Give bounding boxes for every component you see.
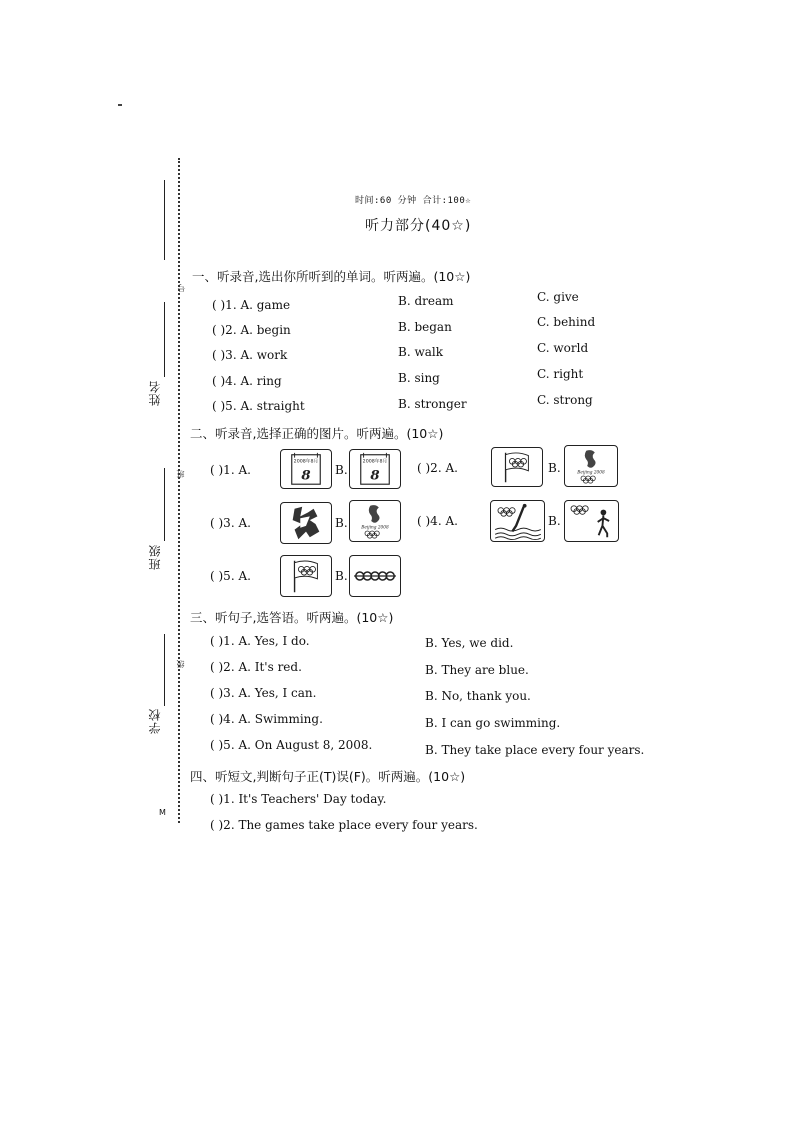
s1-q3: ( )3. A. work (212, 348, 288, 362)
s3-q5-b: B. They take place every four years. (425, 743, 645, 757)
section3-heading: 三、听句子,选答语。听两遍。(10☆) (190, 610, 394, 625)
calendar-date-text: 8 (301, 468, 311, 484)
olympic-flag-picture (491, 447, 543, 487)
calendar-date-text: 8 (370, 468, 380, 484)
s2-q3-b-label: B. (335, 516, 348, 530)
s3-q1-b: B. Yes, we did. (425, 636, 514, 650)
s1-q5-c: C. strong (537, 393, 593, 407)
class-blank-line (164, 468, 165, 541)
s2-q3: ( )3. A. (210, 516, 251, 530)
s3-q4-b: B. I can go swimming. (425, 716, 561, 730)
s2-q1-b-label: B. (335, 463, 348, 477)
s1-q5-b: B. stronger (398, 397, 467, 411)
s3-q1-a: ( )1. A. Yes, I do. (210, 634, 310, 648)
s1-q2: ( )2. A. begin (212, 323, 291, 337)
s2-q4: ( )4. A. (417, 514, 458, 528)
beijing-2008-emblem-picture (349, 500, 401, 542)
school-label: 学校 (148, 708, 162, 734)
side-mark: 班 (176, 470, 185, 478)
blank-line (164, 180, 165, 260)
london-2012-emblem-picture (280, 502, 332, 544)
s1-q4-c: C. right (537, 367, 584, 381)
s3-q2-b: B. They are blue. (425, 663, 529, 677)
s1-q1-b: B. dream (398, 294, 454, 308)
section1-heading: 一、听录音,选出你所听到的单词。听两遍。(10☆) (192, 269, 471, 284)
diving-swimmer-picture (490, 500, 545, 542)
s3-q4-a: ( )4. A. Swimming. (210, 712, 323, 726)
calendar-header-text: 2008年8月 (362, 459, 388, 465)
runner-picture (564, 500, 619, 542)
s1-q3-c: C. world (537, 341, 589, 355)
section4-heading: 四、听短文,判断句子正(T)误(F)。听两遍。(10☆) (190, 769, 466, 784)
s2-q1: ( )1. A. (210, 463, 251, 477)
beijing-text: Beijing 2008 (577, 470, 605, 476)
school-blank-line (164, 634, 165, 706)
five-rings-picture (349, 555, 401, 597)
s3-q5-a: ( )5. A. On August 8, 2008. (210, 738, 373, 752)
calendar-picture (349, 449, 401, 489)
name-blank-line (164, 302, 165, 377)
s2-q5-b-label: B. (335, 569, 348, 583)
calendar-picture (280, 449, 332, 489)
olympic-flag-picture (280, 555, 332, 597)
side-mark: 号 (177, 284, 186, 292)
s1-q1: ( )1. A. game (212, 298, 291, 312)
page-title: 听力部分(40☆) (365, 218, 472, 234)
s4-q2: ( )2. The games take place every four years. (210, 818, 478, 832)
s3-q2-a: ( )2. A. It's red. (210, 660, 302, 674)
s2-q2-b-label: B. (548, 461, 561, 475)
s1-q4: ( )4. A. ring (212, 374, 282, 388)
s2-q2: ( )2. A. (417, 461, 458, 475)
s1-q1-c: C. give (537, 290, 579, 304)
s2-q5: ( )5. A. (210, 569, 251, 583)
scan-speck (118, 104, 122, 106)
s3-q3-b: B. No, thank you. (425, 689, 531, 703)
binding-dotted-line (178, 158, 180, 823)
name-label: 姓名 (148, 380, 162, 406)
beijing-2008-emblem-picture (564, 445, 618, 487)
s1-q2-b: B. began (398, 320, 452, 334)
s1-q4-b: B. sing (398, 371, 440, 385)
s1-q2-c: C. behind (537, 315, 596, 329)
side-mark: 级 (176, 660, 185, 668)
time-and-score: 时间:60 分钟 合计:100☆ (355, 196, 472, 206)
beijing-text: Beijing 2008 (361, 525, 389, 531)
class-label: 班级 (148, 544, 162, 570)
s1-q3-b: B. walk (398, 345, 443, 359)
calendar-header-text: 2008年8月 (293, 459, 319, 465)
s4-q1: ( )1. It's Teachers' Day today. (210, 792, 387, 806)
s3-q3-a: ( )3. A. Yes, I can. (210, 686, 317, 700)
side-mark: M (159, 808, 166, 817)
s1-q5: ( )5. A. straight (212, 399, 305, 413)
section2-heading: 二、听录音,选择正确的图片。听两遍。(10☆) (190, 426, 444, 441)
s2-q4-b-label: B. (548, 514, 561, 528)
